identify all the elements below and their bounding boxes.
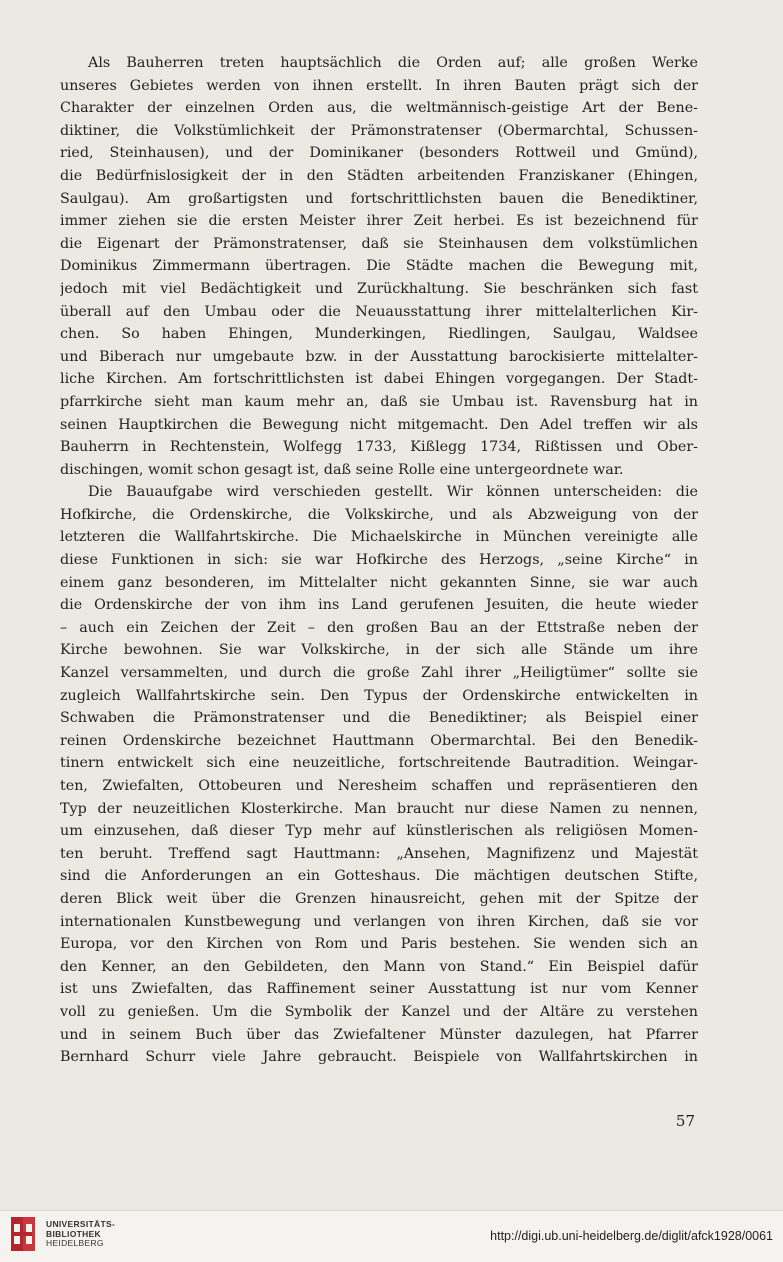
text-line: Dominikus Zimmermann übertragen. Die Städte machen die Bewegung mit, bbox=[60, 258, 698, 275]
text-line: unseres Gebietes werden von ihnen erstellt. In ihren Bauten prägt sich der bbox=[60, 77, 698, 94]
text-line: diktiner, die Volkstümlichkeit der Prämonstratenser (Obermarchtal, Schussen- bbox=[60, 122, 698, 139]
text-line: Kirche bewohnen. Sie war Volkskirche, in der sich alle Stände um ihre bbox=[60, 642, 698, 659]
text-line: immer ziehen sie die ersten Meister ihrer Zeit herbei. Es ist bezeichnend für bbox=[60, 213, 698, 230]
institution-line: HEIDELBERG bbox=[46, 1238, 104, 1248]
text-line: und in seinem Buch über das Zwiefaltener Münster dazulegen, hat Pfarrer bbox=[60, 1026, 698, 1043]
text-line: letzteren die Wallfahrtskirche. Die Michaelskirche in München vereinigte alle bbox=[60, 529, 698, 546]
text-line: voll zu genießen. Um die Symbolik der Kanzel und der Altäre zu verstehen bbox=[60, 1003, 698, 1020]
body-text bbox=[60, 52, 698, 1069]
text-line: Bernhard Schurr viele Jahre gebraucht. Beispiele von Wallfahrtskirchen in bbox=[60, 1049, 698, 1066]
text-line: reinen Ordenskirche bezeichnet Hauttmann Obermarchtal. Bei den Benedik- bbox=[60, 732, 698, 749]
text-line: tinern entwickelt sich eine neuzeitliche, fortschreitende Bautradition. Weingar- bbox=[60, 755, 698, 772]
text-line: ist uns Zwiefalten, das Raffinement seiner Ausstattung ist nur vom Kenner bbox=[60, 981, 698, 998]
text-line: überall auf den Umbau oder die Neuausstattung ihrer mittelalterlichen Kir- bbox=[60, 303, 698, 320]
text-line: um einzusehen, daß dieser Typ mehr auf künstlerischen als religiösen Momen- bbox=[60, 823, 698, 840]
text-line: internationalen Kunstbewegung und verlangen von ihren Kirchen, daß sie vor bbox=[60, 913, 698, 930]
page-number: 57 bbox=[675, 1112, 695, 1130]
institution-line: UNIVERSITÄTS- bbox=[46, 1219, 116, 1229]
institution-line: BIBLIOTHEK bbox=[46, 1228, 101, 1239]
text-line: ten beruht. Treffend sagt Hauttmann: „Ansehen, Magnifizenz und Majestät bbox=[60, 845, 698, 862]
text-line: und Biberach nur umgebaute bzw. in der Ausstattung barockisierte mittelalter- bbox=[60, 348, 698, 365]
text-line: den Kenner, an den Gebildeten, den Mann von Stand.“ Ein Beispiel dafür bbox=[60, 958, 698, 975]
text-line: – auch ein Zeichen der Zeit – den großen Bau an der Ettstraße neben der bbox=[60, 619, 698, 636]
text-line: chen. So haben Ehingen, Munderkingen, Riedlingen, Saulgau, Waldsee bbox=[60, 326, 698, 343]
text-line: die Ordenskirche der von ihm ins Land gerufenen Jesuiten, die heute wieder bbox=[60, 597, 698, 614]
text-line: dischingen, womit schon gesagt ist, daß seine Rolle eine untergeordnete war. bbox=[60, 461, 624, 478]
text-line: Kanzel versammelten, und durch die große Zahl ihrer „Heiligtümer“ sollte sie bbox=[60, 665, 698, 682]
permalink-url[interactable]: http://digi.ub.uni-heidelberg.de/diglit/afck1928/0061 bbox=[490, 1229, 773, 1243]
text-line: ried, Steinhausen), und der Dominikaner (besonders Rottweil und Gmünd), bbox=[60, 145, 698, 162]
text-line: zugleich Wallfahrtskirche sein. Den Typus der Ordenskirche entwickelten in bbox=[60, 687, 698, 704]
text-line: Saulgau). Am großartigsten und fortschrittlichsten bauen die Benediktiner, bbox=[60, 190, 698, 207]
text-line: die Bedürfnislosigkeit der in den Städten arbeitenden Franziskaner (Ehingen, bbox=[60, 167, 698, 184]
text-line: Die Bauaufgabe wird verschieden gestellt. Wir können unterscheiden: die bbox=[88, 484, 698, 501]
text-line: die Eigenart der Prämonstratenser, daß sie Steinhausen dem volkstümlichen bbox=[60, 235, 698, 252]
text-line: seinen Hauptkirchen die Bewegung nicht mitgemacht. Den Adel treffen wir als bbox=[60, 416, 698, 433]
text-line: Hofkirche, die Ordenskirche, die Volkskirche, und als Abzweigung von der bbox=[60, 506, 698, 523]
text-line: Bauherrn in Rechtenstein, Wolfegg 1733, Kißlegg 1734, Rißtissen und Ober- bbox=[60, 439, 698, 456]
text-line: Charakter der einzelnen Orden aus, die weltmännisch-geistige Art der Bene- bbox=[60, 100, 698, 117]
text-line: diese Funktionen in sich: sie war Hofkirche des Herzogs, „seine Kirche“ in bbox=[60, 552, 698, 569]
text-line: ten, Zwiefalten, Ottobeuren und Neresheim schaffen und repräsentieren den bbox=[60, 778, 698, 794]
text-line: jedoch mit viel Bedächtigkeit und Zurückhaltung. Sie beschränken sich fast bbox=[60, 280, 698, 297]
text-line: Europa, vor den Kirchen von Rom und Paris bestehen. Sie wenden sich an bbox=[60, 936, 698, 953]
text-line: Typ der neuzeitlichen Klosterkirche. Man braucht nur diese Namen zu nennen, bbox=[60, 800, 698, 817]
text-line: pfarrkirche sieht man kaum mehr an, daß sie Umbau ist. Ravensburg hat in bbox=[60, 393, 698, 410]
text-line: sind die Anforderungen an ein Gotteshaus. Die mächtigen deutschen Stifte, bbox=[60, 868, 698, 885]
text-line: Schwaben die Prämonstratenser und die Benediktiner; als Beispiel einer bbox=[60, 710, 698, 727]
text-line: Als Bauherren treten hauptsächlich die Orden auf; alle großen Werke bbox=[88, 55, 698, 71]
institution-name bbox=[46, 1220, 115, 1249]
text-line: einem ganz besonderen, im Mittelalter nicht gekannten Sinne, sie war auch bbox=[60, 574, 698, 591]
text-line: liche Kirchen. Am fortschrittlichsten ist dabei Ehingen vorgegangen. Der Stadt- bbox=[60, 371, 698, 388]
university-library-logo-icon[interactable] bbox=[8, 1214, 38, 1254]
text-line: deren Blick weit über die Grenzen hinausreicht, gehen mit der Spitze der bbox=[60, 890, 698, 907]
